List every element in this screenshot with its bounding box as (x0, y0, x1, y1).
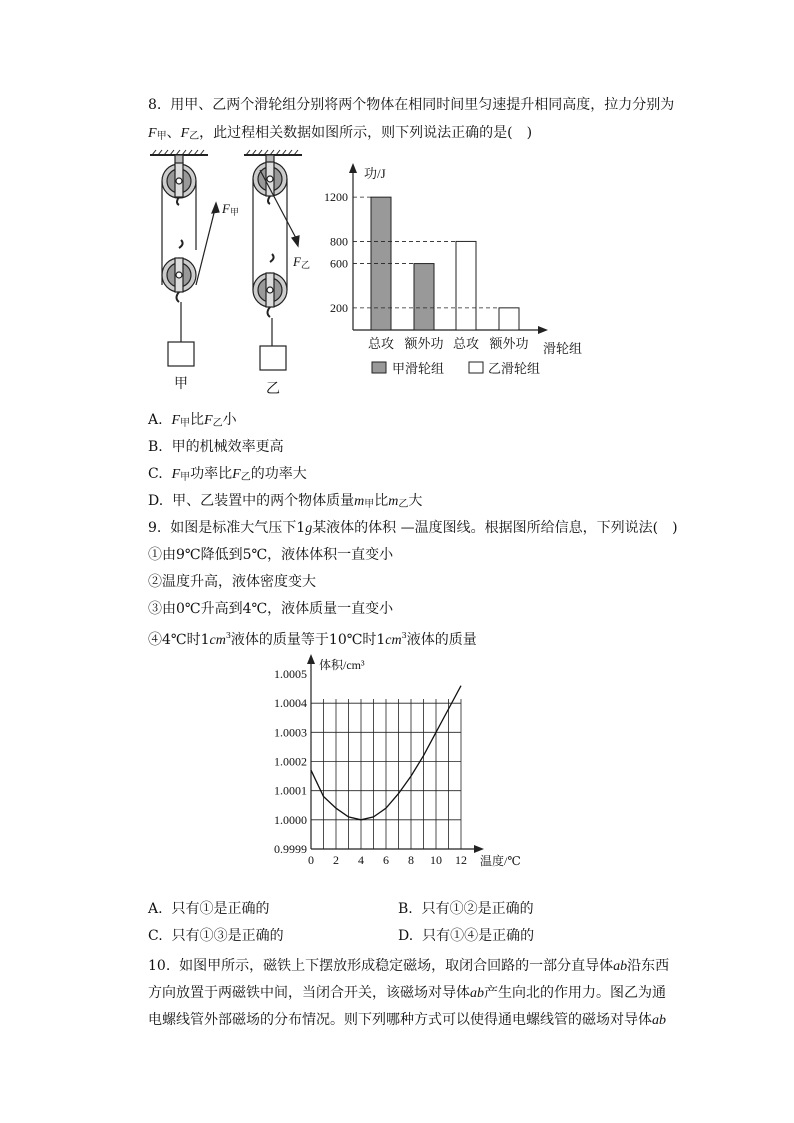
line-ytick-label: 1.0005 (274, 667, 307, 681)
line-xtick-label: 8 (408, 853, 414, 867)
bar-ytick-label: 600 (330, 256, 348, 271)
label-f-jia: F甲 (222, 201, 239, 217)
legend-label-jia: 甲滑轮组 (392, 361, 445, 376)
q9-option-d[interactable]: D. 只有①④是正确的 (398, 928, 535, 944)
line-ytick-label: 1.0000 (274, 812, 307, 827)
q10-number: 10. (148, 958, 171, 974)
line-xtick-label: 0 (308, 853, 314, 867)
line-ytick-label: 1.0002 (274, 754, 307, 769)
q8-option-c[interactable]: C. $F_甲$功率比$F_乙$的功率大 (148, 466, 307, 483)
q8-option-a[interactable]: A. $F_甲$比$F_乙$小 (148, 412, 237, 429)
line-ylabel: 体积/cm³ (319, 658, 365, 672)
q9-statement-2: ②温度升高，液体密度变大 (148, 574, 316, 590)
q9-statement-3: ③由0℃升高到4℃，液体质量一直变小 (148, 601, 394, 617)
q8-number: 8. (148, 97, 162, 113)
line-ytick-label: 1.0001 (274, 783, 307, 798)
q9-option-b[interactable]: B. 只有①②是正确的 (398, 901, 534, 917)
q10-line2: 方向放置于两磁铁中间，当闭合开关，该磁场对导体ab产生向北的作用力。图乙为通 (148, 985, 666, 1001)
q9-statement-4: ④4℃时$1cm^3$液体的质量等于10℃时$1cm^3$液体的质量 (148, 631, 477, 648)
q8-stem-line2: $F_甲$、$F_乙$，此过程相关数据如图所示，则下列说法正确的是( ) (148, 125, 533, 142)
legend-label-yi: 乙滑轮组 (488, 361, 541, 376)
bar-category-label: 额外功 (489, 336, 529, 351)
q8-option-b[interactable]: B. 甲的机械效率更高 (148, 439, 284, 455)
bar-category-label: 总攻 (367, 336, 395, 351)
bar-ylabel: 功/J (364, 166, 386, 181)
q10-line1: 10. 如图甲所示，磁铁上下摆放形成稳定磁场，取闭合回路的一部分直导体ab沿东西 (148, 958, 670, 974)
line-xtick-label: 4 (358, 853, 364, 867)
bar-xlabel: 滑轮组 (543, 341, 583, 356)
line-xtick-label: 10 (430, 853, 442, 867)
bar-category-label: 额外功 (404, 336, 444, 351)
q8-stem-line1: 8. 用甲、乙两个滑轮组分别将两个物体在相同时间里匀速提升相同高度，拉力分别为 (148, 97, 675, 113)
bar-ytick-label: 1200 (324, 190, 348, 205)
q9-option-c[interactable]: C. 只有①③是正确的 (148, 928, 284, 944)
q9-statement-1: ①由9℃降低到5℃，液体体积一直变小 (148, 547, 394, 563)
line-y-axis-arrow (307, 654, 315, 664)
label-f-yi: F乙 (293, 254, 310, 270)
bar-category-label: 总攻 (452, 336, 480, 351)
bar-ytick-label: 800 (330, 234, 348, 249)
label-jia: 甲 (174, 377, 188, 392)
q9-option-a[interactable]: A. 只有①是正确的 (148, 901, 270, 917)
bar-ytick-label: 200 (330, 300, 348, 315)
line-xtick-label: 2 (333, 853, 339, 867)
line-xtick-label: 12 (455, 853, 467, 867)
line-ytick-label: 0.9999 (274, 842, 307, 856)
line-ytick-label: 1.0003 (274, 725, 307, 740)
line-chart-group (274, 654, 484, 867)
line-ytick-label: 1.0004 (274, 696, 307, 711)
q8-option-d[interactable]: D. 甲、乙装置中的两个物体质量$m_甲$比$m_乙$大 (148, 493, 423, 510)
line-xtick-label: 6 (383, 853, 389, 867)
q10-line3: 电螺线管外部磁场的分布情况。则下列哪种方式可以使得通电螺线管的磁场对导体ab (148, 1012, 666, 1028)
line-xlabel: 温度/℃ (480, 854, 521, 868)
line-x-axis-arrow (474, 845, 484, 853)
label-yi: 乙 (266, 382, 280, 397)
q9-stem: 9. 如图是标准大气压下1g某液体的体积 —温度图线。根据图所给信息，下列说法( ) (148, 520, 678, 536)
q9-number: 9. (148, 520, 162, 536)
